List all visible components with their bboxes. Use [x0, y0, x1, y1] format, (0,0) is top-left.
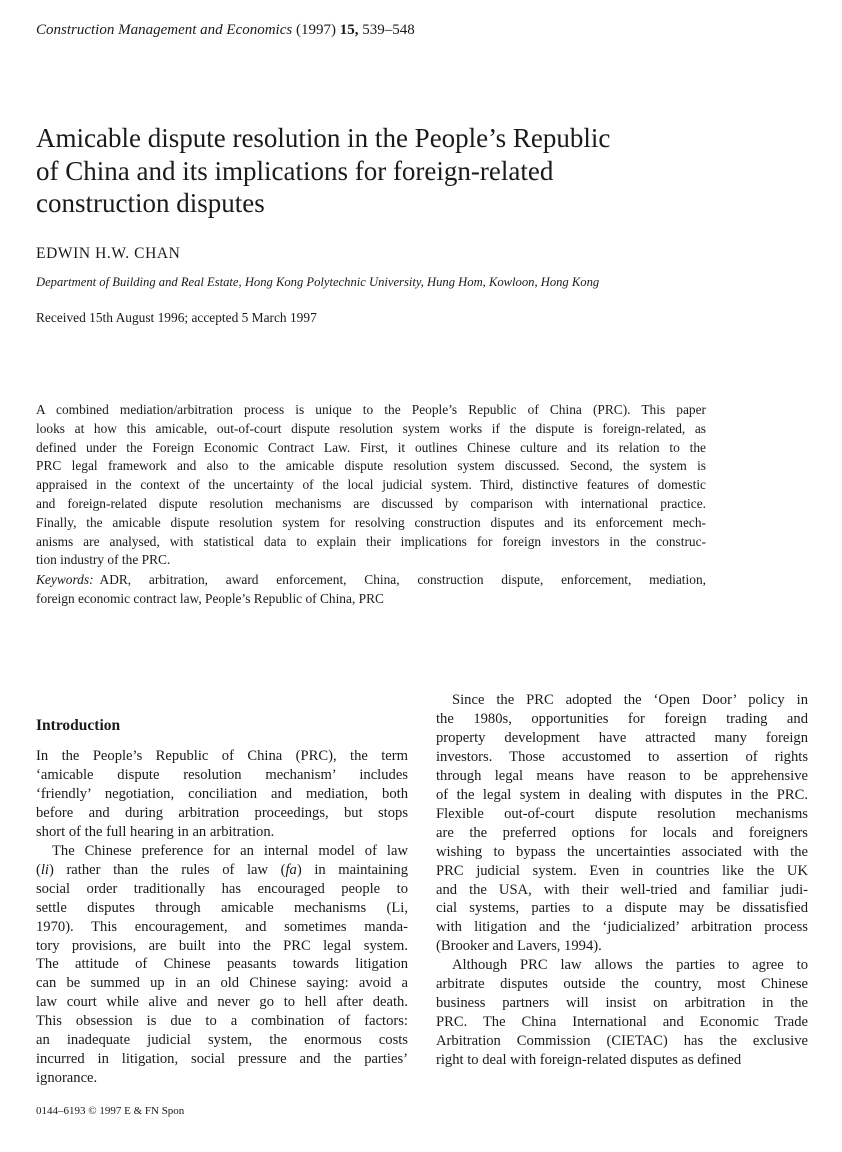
text-line: This obsession is due to a combination of factors:	[36, 1013, 408, 1030]
text-line: ‘amicable dispute resolution mechanism’ includes	[36, 766, 408, 783]
text-line: settle disputes through amicable mechanisms (Li,	[36, 899, 408, 916]
text-line: the 1980s, opportunities for foreign trading and	[436, 710, 808, 727]
italic-term: li	[40, 861, 49, 878]
paragraph	[436, 691, 808, 956]
text-line: and the USA, with their well-tried and familiar judi-	[436, 881, 808, 898]
text-line: The attitude of Chinese peasants towards litigation	[36, 956, 408, 973]
text-line: can be summed up in an old Chinese saying: avoid a	[36, 975, 408, 992]
text-line: property development have attracted many foreign	[436, 729, 808, 746]
received-dates: Received 15th August 1996; accepted 5 March 1997	[36, 310, 317, 325]
text-line: Flexible out-of-court dispute resolution mechanisms	[436, 805, 808, 822]
journal-year: (1997)	[295, 22, 336, 38]
text-line: PRC judicial system. Even in countries like the UK	[436, 862, 808, 879]
text-line: anisms are analysed, with statistical data to explain their implications for foreign investors in the construc-	[36, 533, 706, 549]
paragraph	[436, 956, 808, 1070]
section-heading: Introduction	[36, 717, 121, 734]
text-line: Although PRC law allows the parties to agree to	[452, 957, 808, 974]
right-column	[436, 691, 808, 1070]
text-line: through legal means have reason to be apprehensive	[436, 767, 808, 784]
text-line: tory provisions, are built into the PRC legal system.	[36, 937, 408, 954]
keywords-line: ADR, arbitration, award enforcement, China, construction dispute, enforcement, mediation,	[99, 572, 706, 587]
text-line: (Brooker and Lavers, 1994).	[436, 938, 602, 955]
text-line: Since the PRC adopted the ‘Open Door’ policy in	[452, 692, 808, 708]
text-line: A combined mediation/arbitration process is unique to the People’s Republic of China (PRC). This paper	[36, 402, 706, 417]
text-segment: ) in maintaining	[296, 861, 408, 878]
text-line: 1970). This encouragement, and sometimes manda-	[36, 918, 408, 935]
text-line: with litigation and the ‘judicialized’ arbitration process	[436, 919, 808, 936]
text-line: The Chinese preference for an internal model of law	[52, 842, 408, 859]
text-line: business partners will insist on arbitration in the	[436, 995, 808, 1012]
text-line: defined under the Foreign Economic Contract Law. First, it outlines Chinese culture and its relation to the	[36, 439, 706, 455]
text-line: In the People’s Republic of China (PRC), the term	[36, 748, 408, 764]
text-line: law court while alive and never go to hell after death.	[36, 994, 408, 1011]
text-line: Arbitration Commission (CIETAC) has the exclusive	[436, 1033, 808, 1050]
journal-volume: 15,	[339, 22, 359, 38]
text-line: social order traditionally has encouraged people to	[36, 880, 408, 897]
journal-citation	[36, 22, 415, 39]
title-line: construction disputes	[36, 188, 265, 218]
text-line: Finally, the amicable dispute resolution system for resolving construction disputes and its enforcement mech-	[36, 514, 706, 530]
text-line: incurred in litigation, social pressure and the parties’	[36, 1051, 408, 1068]
text-line: ignorance.	[36, 1070, 98, 1087]
text-line: short of the full hearing in an arbitration.	[36, 823, 275, 840]
paragraph	[36, 401, 706, 570]
keywords	[36, 571, 706, 609]
text-segment: ) rather than the rules of law (	[48, 861, 286, 878]
keywords-line: foreign economic contract law, People’s Republic of China, PRC	[36, 590, 384, 606]
text-line: cial systems, parties to a dispute may be dissatisfied	[436, 900, 808, 917]
text-line: appraised in the context of the uncertainty of the local judicial system. Third, distinctive features of domestic	[36, 477, 706, 493]
text-line: tion industry of the PRC.	[36, 552, 171, 568]
author-affiliation: Department of Building and Real Estate, Hong Kong Polytechnic University, Hung Hom, Kowloon, Hong Kong	[36, 275, 600, 289]
text-line: of the legal system in dealing with disputes in the PRC.	[436, 786, 808, 803]
title-line: Amicable dispute resolution in the People’s Republic	[36, 123, 611, 153]
text-line: looks at how this amicable, out-of-court dispute resolution system works if the dispute is foreign-related, as	[36, 420, 706, 436]
title-line: of China and its implications for foreign-related	[36, 155, 554, 186]
text-line: PRC legal framework and also to the amicable dispute resolution system discussed. Second, the system is	[36, 458, 706, 474]
text-line: and foreign-related dispute resolution mechanisms are discussed by comparison with international practice.	[36, 495, 706, 511]
text-line: wishing to bypass the uncertainties associated with the	[436, 843, 808, 860]
journal-pages: 539–548	[362, 22, 415, 38]
text-line: before and during arbitration proceedings, but stops	[36, 804, 408, 821]
text-line: investors. Those accustomed to assertion of rights	[436, 748, 808, 765]
text-line: an inadequate judicial system, the enormous costs	[36, 1032, 408, 1049]
text-segment: (	[36, 861, 41, 878]
paragraph	[36, 842, 408, 1088]
author-name: EDWIN H.W. CHAN	[36, 245, 181, 262]
left-column	[36, 728, 408, 1088]
journal-name: Construction Management and Economics	[36, 22, 293, 38]
italic-term: fa	[285, 861, 297, 878]
text-line: right to deal with foreign-related disputes as defined	[436, 1052, 742, 1069]
text-line: PRC. The China International and Economic Trade	[436, 1014, 808, 1031]
text-line: arbitrate disputes outside the country, most Chinese	[436, 976, 808, 993]
copyright-footer: 0144–6193 © 1997 E & FN Spon	[36, 1105, 185, 1117]
paper-title	[36, 122, 796, 220]
text-line: are the preferred options for locals and foreigners	[436, 824, 808, 841]
text-line: ‘friendly’ negotiation, conciliation and mediation, both	[36, 785, 408, 802]
text-line	[36, 861, 408, 880]
keywords-label: Keywords:	[36, 572, 94, 587]
abstract	[36, 401, 706, 570]
paragraph	[36, 747, 408, 842]
